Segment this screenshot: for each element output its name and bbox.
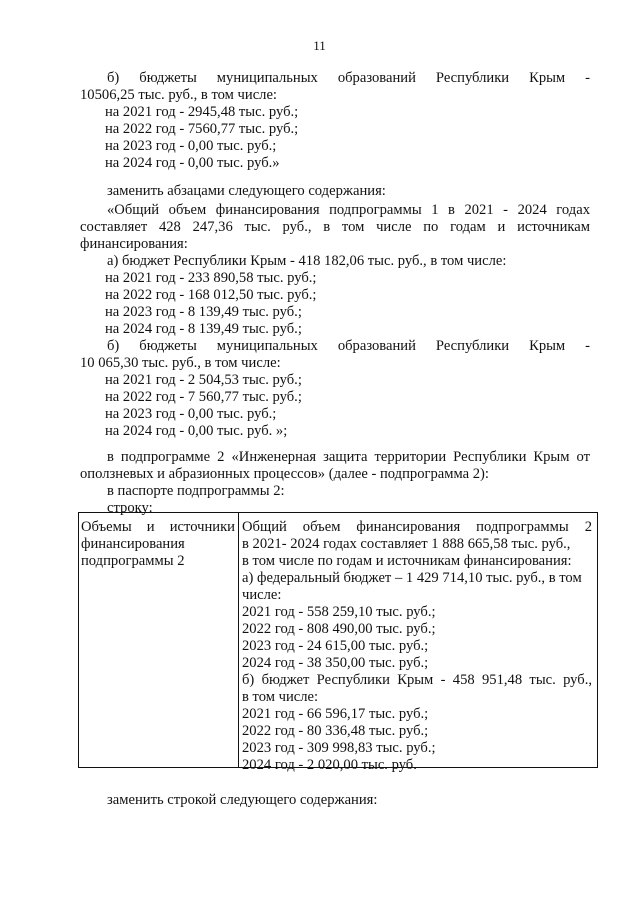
paragraph-line: оползневых и абразионных процессов» (далее - подпрограмма 2): xyxy=(80,466,489,482)
paragraph-line: на 2023 год - 0,00 тыс. руб.; xyxy=(105,138,277,154)
cell-line: в 2021- 2024 годах составляет 1 888 665,58 тыс. руб., xyxy=(242,536,571,552)
paragraph-line: «Общий объем финансирования подпрограммы 1 в 2021 - 2024 годах xyxy=(107,202,590,218)
paragraph-line: на 2022 год - 7560,77 тыс. руб.; xyxy=(105,121,299,137)
table-column-divider xyxy=(238,513,239,767)
paragraph-line: на 2022 год - 168 012,50 тыс. руб.; xyxy=(105,287,317,303)
passport-table xyxy=(78,512,598,773)
instruction-line: заменить абзацами следующего содержания: xyxy=(107,183,386,199)
cell-line: Объемы и источники xyxy=(81,519,235,535)
page-number: 11 xyxy=(313,38,326,53)
cell-line: а) федеральный бюджет – 1 429 714,10 тыс. руб., в том xyxy=(242,570,582,586)
paragraph-line: 10506,25 тыс. руб., в том числе: xyxy=(80,87,277,103)
paragraph-line: строку: xyxy=(107,500,153,516)
paragraph-line: на 2021 год - 2 504,53 тыс. руб.; xyxy=(105,372,302,388)
paragraph-line: в паспорте подпрограммы 2: xyxy=(107,483,285,499)
cell-line: 2021 год - 558 259,10 тыс. руб.; xyxy=(242,604,436,620)
paragraph-line: на 2021 год - 2945,48 тыс. руб.; xyxy=(105,104,299,120)
paragraph-line: на 2021 год - 233 890,58 тыс. руб.; xyxy=(105,270,317,286)
paragraph-line: составляет 428 247,36 тыс. руб., в том числе по годам и источникам xyxy=(80,219,590,235)
paragraph-line: 10 065,30 тыс. руб., в том числе: xyxy=(80,355,281,371)
cell-line: 2022 год - 80 336,48 тыс. руб.; xyxy=(242,723,429,739)
cell-line: 2021 год - 66 596,17 тыс. руб.; xyxy=(242,706,429,722)
paragraph-line: на 2023 год - 8 139,49 тыс. руб.; xyxy=(105,304,302,320)
paragraph-line: б) бюджеты муниципальных образований Республики Крым - xyxy=(107,338,590,354)
paragraph-line: на 2024 год - 0,00 тыс. руб. »; xyxy=(105,423,288,439)
instruction-line: заменить строкой следующего содержания: xyxy=(107,792,378,808)
cell-line: б) бюджет Республики Крым - 458 951,48 тыс. руб., xyxy=(242,672,592,688)
paragraph-line: на 2023 год - 0,00 тыс. руб.; xyxy=(105,406,277,422)
paragraph-line: на 2022 год - 7 560,77 тыс. руб.; xyxy=(105,389,302,405)
table-right-cell xyxy=(242,519,592,774)
paragraph-line: в подпрограмме 2 «Инженерная защита территории Республики Крым от xyxy=(107,449,590,465)
cell-line: 2023 год - 24 615,00 тыс. руб.; xyxy=(242,638,429,654)
paragraph-line: на 2024 год - 0,00 тыс. руб.» xyxy=(105,155,280,171)
cell-line: 2024 год - 2 020,00 тыс. руб. xyxy=(242,757,417,773)
cell-line: в том числе: xyxy=(242,689,319,705)
paragraph-line: финансирования: xyxy=(80,236,188,252)
cell-line: в том числе по годам и источникам финансирования: xyxy=(242,553,572,569)
cell-line: подпрограммы 2 xyxy=(81,553,185,569)
cell-line: Общий объем финансирования подпрограммы 2 xyxy=(242,519,592,535)
cell-line: финансирования xyxy=(81,536,185,552)
cell-line: 2022 год - 808 490,00 тыс. руб.; xyxy=(242,621,436,637)
cell-line: 2024 год - 38 350,00 тыс. руб.; xyxy=(242,655,429,671)
cell-line: 2023 год - 309 998,83 тыс. руб.; xyxy=(242,740,436,756)
paragraph-line: а) бюджет Республики Крым - 418 182,06 тыс. руб., в том числе: xyxy=(107,253,507,269)
table-left-cell xyxy=(81,519,235,570)
cell-line: числе: xyxy=(242,587,282,603)
paragraph-line: б) бюджеты муниципальных образований Республики Крым - xyxy=(107,70,590,86)
paragraph-line: на 2024 год - 8 139,49 тыс. руб.; xyxy=(105,321,302,337)
